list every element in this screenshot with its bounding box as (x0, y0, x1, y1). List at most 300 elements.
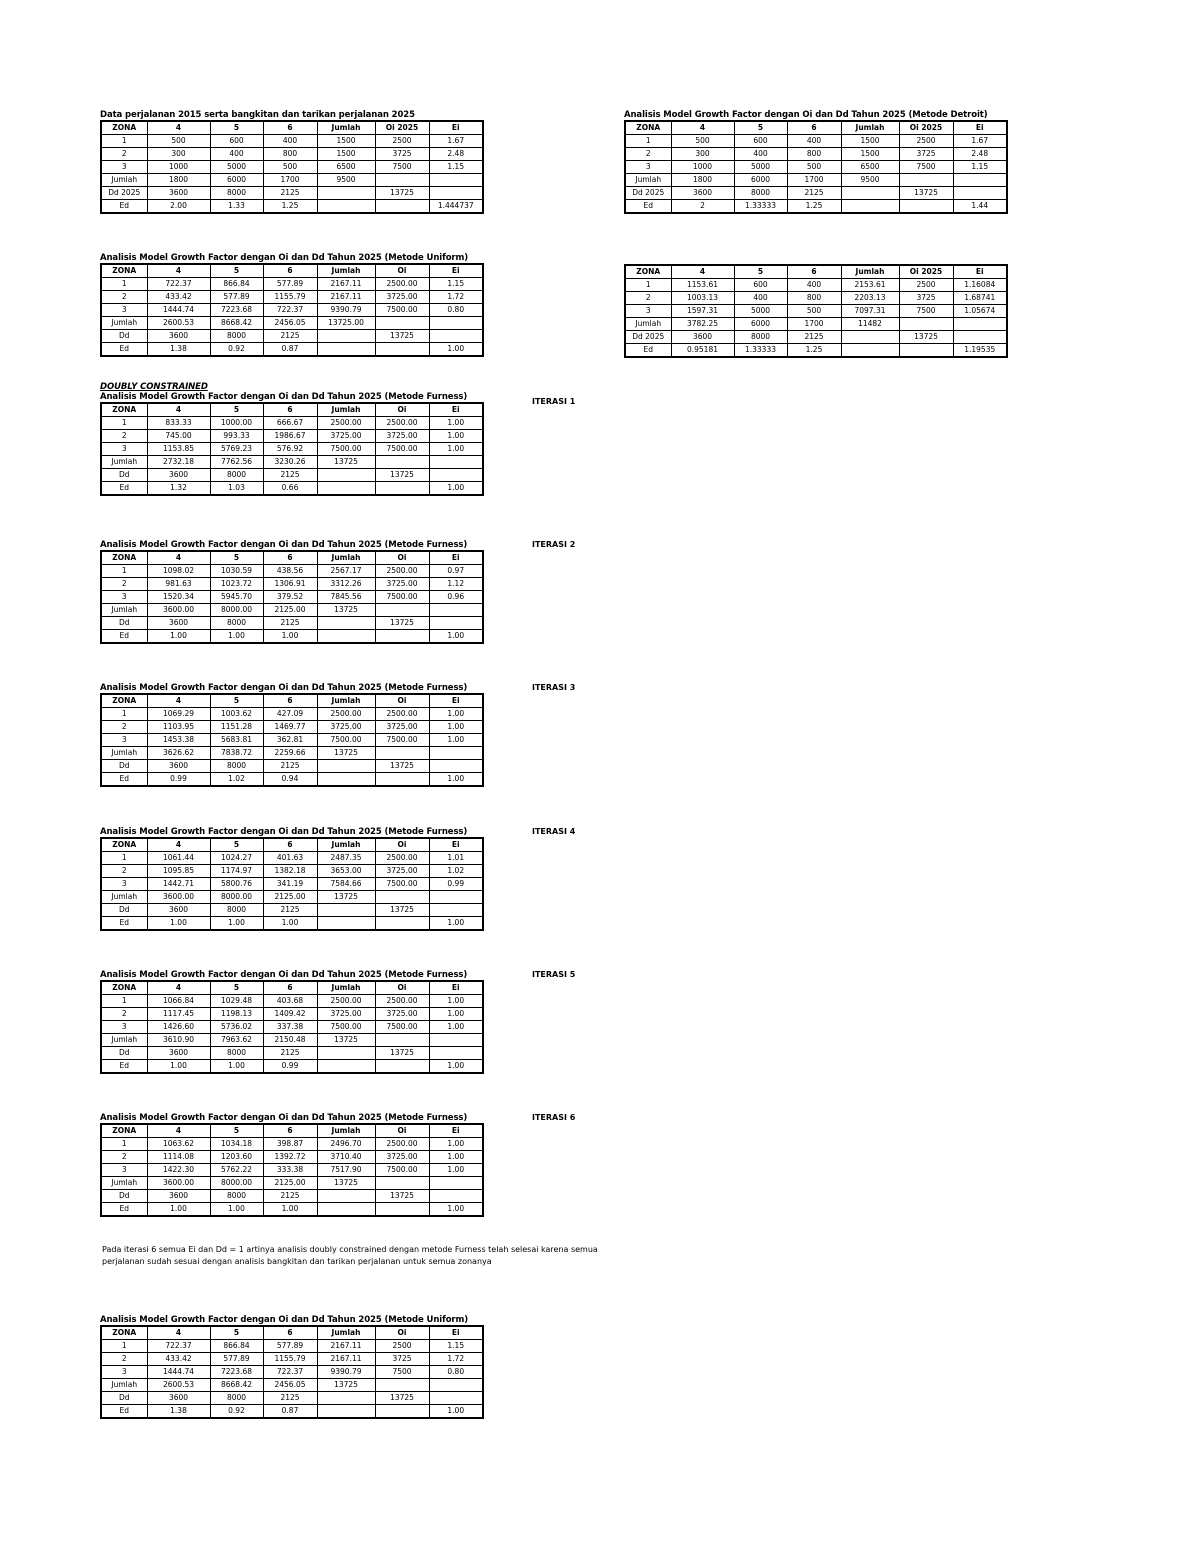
table-row (101, 1008, 483, 1021)
table-header-cell: 4 (671, 121, 734, 135)
table-cell: 1700 (787, 174, 841, 187)
table-header-cell: 5 (210, 981, 263, 995)
table-cell: 1069.29 (147, 708, 210, 721)
table-cell: 2125.00 (263, 1177, 317, 1190)
table-title: Analisis Model Growth Factor dengan Oi dan Dd Tahun 2025 (Metode Furness) (100, 540, 468, 550)
table-cell: 3600 (147, 330, 210, 343)
table-cell: 2125 (263, 1190, 317, 1203)
table-cell: 8668.42 (210, 317, 263, 330)
table-cell: 8000 (210, 187, 263, 200)
table-cell: 3653.00 (317, 865, 375, 878)
table-cell: 500 (787, 161, 841, 174)
table-cell: 1003.62 (210, 708, 263, 721)
table-cell: 1003.13 (671, 292, 734, 305)
table-cell: 1098.02 (147, 565, 210, 578)
table-cell: 1.00 (429, 734, 483, 747)
table-title: Data perjalanan 2015 serta bangkitan dan tarikan perjalanan 2025 (100, 110, 415, 120)
table-cell: 1 (101, 1138, 147, 1151)
table-cell: 1306.91 (263, 578, 317, 591)
table-cell (841, 200, 899, 214)
table-cell: 1023.72 (210, 578, 263, 591)
table-cell: 1.00 (263, 1203, 317, 1217)
table-cell (429, 1047, 483, 1060)
table-cell: 1.00 (429, 1008, 483, 1021)
table-cell (429, 174, 483, 187)
table-furness-iterasi-1 (100, 402, 484, 496)
table-cell: 1.12 (429, 578, 483, 591)
table-row (101, 187, 483, 200)
block-furness-5 (100, 970, 484, 1074)
table-cell: 1.00 (147, 1203, 210, 1217)
table-cell: 7097.31 (841, 305, 899, 318)
table-cell: 7500 (899, 305, 953, 318)
table-header-cell: Ei (429, 838, 483, 852)
table-header-cell: Jumlah (317, 1124, 375, 1138)
table-header-cell: 4 (147, 1124, 210, 1138)
table-cell: 2500 (899, 135, 953, 148)
table-cell: 13725 (375, 469, 429, 482)
table-cell (429, 1379, 483, 1392)
table-cell: 8000 (734, 187, 787, 200)
table-cell: 3600.00 (147, 604, 210, 617)
table-cell: Ed (101, 917, 147, 931)
table-cell: 1.00 (429, 343, 483, 357)
table-cell: 1.25 (263, 200, 317, 214)
table-cell: 866.84 (210, 1340, 263, 1353)
table-cell: 6000 (734, 174, 787, 187)
table-header-cell: Oi (375, 1124, 429, 1138)
table-cell: 600 (210, 135, 263, 148)
table-row (101, 865, 483, 878)
table-cell (375, 917, 429, 931)
table-header-cell: Jumlah (317, 264, 375, 278)
table-header-cell: 5 (210, 1326, 263, 1340)
table-cell (841, 187, 899, 200)
table-cell: 0.99 (429, 878, 483, 891)
table-cell (317, 1047, 375, 1060)
table-cell: 0.87 (263, 1405, 317, 1419)
table-cell: 2259.66 (263, 747, 317, 760)
table-cell (375, 1177, 429, 1190)
iterasi-label-5: ITERASI 5 (532, 970, 576, 979)
table-cell: Ed (625, 344, 671, 358)
table-cell: 722.37 (263, 304, 317, 317)
table-header-cell: 6 (263, 403, 317, 417)
table-header-cell: Jumlah (317, 838, 375, 852)
table-cell: 1 (625, 135, 671, 148)
table-cell (317, 1392, 375, 1405)
table-cell: 1 (101, 278, 147, 291)
table-cell: 2487.35 (317, 852, 375, 865)
table-cell: 1700 (263, 174, 317, 187)
table-cell: 8000 (210, 1392, 263, 1405)
table-cell: 3600.00 (147, 1177, 210, 1190)
table-header-cell: Jumlah (317, 694, 375, 708)
table-cell (375, 343, 429, 357)
table-header-cell: 6 (787, 121, 841, 135)
table-header-cell: Jumlah (317, 121, 375, 135)
table-cell: 0.96 (429, 591, 483, 604)
table-cell: 1469.77 (263, 721, 317, 734)
table-cell: 400 (210, 148, 263, 161)
table-cell: 3725 (375, 1353, 429, 1366)
table-header-cell: 5 (210, 551, 263, 565)
table-cell (375, 200, 429, 214)
table-cell: 1409.42 (263, 1008, 317, 1021)
table-header-cell: 4 (147, 981, 210, 995)
table-cell: 7500.00 (375, 1021, 429, 1034)
table-cell: 3710.40 (317, 1151, 375, 1164)
table-cell: 300 (671, 148, 734, 161)
table-title: Analisis Model Growth Factor dengan Oi dan Dd Tahun 2025 (Metode Furness) (100, 827, 468, 837)
table-cell: Dd (101, 1392, 147, 1405)
table-cell: 1061.44 (147, 852, 210, 865)
iterasi-label-2: ITERASI 2 (532, 540, 576, 549)
table-cell: 1103.95 (147, 721, 210, 734)
table-cell: 1.38 (147, 343, 210, 357)
table-cell (375, 773, 429, 787)
table-cell: 1.25 (787, 344, 841, 358)
table-cell: 993.33 (210, 430, 263, 443)
table-header-cell: Ei (429, 264, 483, 278)
table-cell: 500 (671, 135, 734, 148)
table-cell: 1.00 (147, 1060, 210, 1074)
table-row (625, 148, 1007, 161)
table-cell: 3725 (375, 148, 429, 161)
block-furness-4 (100, 827, 484, 931)
table-cell (317, 1060, 375, 1074)
table-cell: 1.03 (210, 482, 263, 496)
table-header-cell: 6 (263, 1124, 317, 1138)
table-row (101, 904, 483, 917)
table-header-cell: 4 (147, 694, 210, 708)
table-cell: 3725 (899, 292, 953, 305)
table-cell: 3 (101, 878, 147, 891)
table-row (101, 1366, 483, 1379)
table-cell: 1.00 (429, 430, 483, 443)
table-cell: 7500.00 (375, 304, 429, 317)
table-cell: 1.67 (429, 135, 483, 148)
table-cell: 7500.00 (375, 591, 429, 604)
table-cell: 5800.76 (210, 878, 263, 891)
table-cell: 577.89 (263, 1340, 317, 1353)
table-cell: Jumlah (101, 1379, 147, 1392)
table-cell: 1095.85 (147, 865, 210, 878)
table-cell: 3600 (147, 617, 210, 630)
table-cell: 577.89 (263, 278, 317, 291)
table-cell: 0.80 (429, 304, 483, 317)
table-cell (429, 1034, 483, 1047)
table-cell: 1.33 (210, 200, 263, 214)
table-cell: 2167.11 (317, 278, 375, 291)
table-cell: 2125 (263, 187, 317, 200)
table-header-cell: Oi 2025 (375, 121, 429, 135)
table-cell: 13725 (899, 331, 953, 344)
table-cell: 1000.00 (210, 417, 263, 430)
table-cell: 1.00 (429, 995, 483, 1008)
table-row (101, 747, 483, 760)
table-cell: 3 (101, 443, 147, 456)
table-cell (317, 1190, 375, 1203)
block-uniform-2 (100, 1315, 484, 1419)
table-cell: 0.92 (210, 343, 263, 357)
table-cell: 1.25 (787, 200, 841, 214)
table-cell: 13725 (899, 187, 953, 200)
table-header-cell: Oi 2025 (899, 121, 953, 135)
table-row (101, 317, 483, 330)
table-cell: 9390.79 (317, 1366, 375, 1379)
table-cell (375, 604, 429, 617)
table-cell: 2 (101, 578, 147, 591)
table-cell: Dd (101, 760, 147, 773)
table-header-cell: Ei (429, 551, 483, 565)
table-cell: 3725.00 (317, 1008, 375, 1021)
table-cell: 3 (101, 304, 147, 317)
table-row (101, 148, 483, 161)
table-row (101, 330, 483, 343)
table-cell: Jumlah (101, 456, 147, 469)
table-row (101, 1021, 483, 1034)
table-title: Analisis Model Growth Factor dengan Oi dan Dd Tahun 2025 (Metode Furness) (100, 970, 468, 980)
table-cell: 1.15 (953, 161, 1007, 174)
table-row (101, 174, 483, 187)
table-cell: 13725 (375, 1047, 429, 1060)
table-header-cell: 4 (147, 403, 210, 417)
table-cell (429, 469, 483, 482)
table-cell: 13725 (375, 1392, 429, 1405)
table-cell: 2 (625, 292, 671, 305)
table-header-cell: 6 (263, 121, 317, 135)
table-cell: 3 (101, 591, 147, 604)
table-cell: 577.89 (210, 291, 263, 304)
table-cell: Dd 2025 (625, 331, 671, 344)
table-cell: Ed (101, 630, 147, 644)
table-cell: 1117.45 (147, 1008, 210, 1021)
table-cell: 8000 (210, 330, 263, 343)
table-cell (375, 891, 429, 904)
table-cell: 2125 (263, 904, 317, 917)
table-cell: 5736.02 (210, 1021, 263, 1034)
table-cell: 1114.08 (147, 1151, 210, 1164)
table-cell: 1500 (841, 148, 899, 161)
table-cell: 2125.00 (263, 891, 317, 904)
table-cell: 3600 (147, 1047, 210, 1060)
table-header-row (625, 265, 1007, 279)
block-furness-3 (100, 683, 484, 787)
table-cell: 8000.00 (210, 891, 263, 904)
table-cell: 7500.00 (317, 734, 375, 747)
table-cell: 341.19 (263, 878, 317, 891)
table-cell: 13725 (317, 747, 375, 760)
iterasi-label-3: ITERASI 3 (532, 683, 576, 692)
table-cell: 1.01 (429, 852, 483, 865)
table-header-cell: ZONA (101, 403, 147, 417)
table-header-cell: Jumlah (317, 551, 375, 565)
table-row (101, 721, 483, 734)
table-header-row (101, 264, 483, 278)
table-cell: 337.38 (263, 1021, 317, 1034)
table-detroit-1 (624, 120, 1008, 214)
table-cell (429, 604, 483, 617)
table-cell: 2500.00 (317, 995, 375, 1008)
table-cell: 1500 (841, 135, 899, 148)
table-cell: 2500 (375, 1340, 429, 1353)
table-cell: 1.33333 (734, 200, 787, 214)
table-cell: 1.05674 (953, 305, 1007, 318)
table-cell: 1.67 (953, 135, 1007, 148)
table-cell: 2567.17 (317, 565, 375, 578)
table-cell: 8000.00 (210, 604, 263, 617)
block-doubly-furness-1 (100, 382, 484, 496)
table-cell: 600 (734, 279, 787, 292)
table-cell: 3725.00 (375, 721, 429, 734)
table-cell: 2500.00 (375, 278, 429, 291)
table-row (625, 331, 1007, 344)
table-cell: 7500.00 (375, 734, 429, 747)
table-row (625, 135, 1007, 148)
table-cell: 2456.05 (263, 317, 317, 330)
table-cell: 7500.00 (375, 443, 429, 456)
table-cell: 1.00 (429, 1021, 483, 1034)
table-row (101, 917, 483, 931)
table-cell: 1.15 (429, 278, 483, 291)
table-cell: 600 (734, 135, 787, 148)
table-cell: 2125 (263, 617, 317, 630)
table-header-cell: 4 (147, 551, 210, 565)
table-data-2015 (100, 120, 484, 214)
table-cell: 2500.00 (375, 995, 429, 1008)
table-cell: Jumlah (101, 317, 147, 330)
table-cell: 2125 (787, 331, 841, 344)
table-header-cell: ZONA (101, 981, 147, 995)
table-cell (317, 904, 375, 917)
table-header-cell: 4 (147, 264, 210, 278)
table-cell: 1.00 (210, 630, 263, 644)
table-cell: 1453.38 (147, 734, 210, 747)
table-cell (317, 917, 375, 931)
table-cell (317, 343, 375, 357)
table-cell: 2 (101, 430, 147, 443)
table-cell: 2125 (787, 187, 841, 200)
table-row (625, 305, 1007, 318)
table-cell: 6500 (317, 161, 375, 174)
table-cell: 0.66 (263, 482, 317, 496)
table-cell: 1174.97 (210, 865, 263, 878)
table-cell: 1.00 (429, 1138, 483, 1151)
table-cell: 8000 (734, 331, 787, 344)
table-cell (953, 331, 1007, 344)
table-cell: 1.15 (429, 1340, 483, 1353)
table-cell: 1.00 (429, 482, 483, 496)
table-cell: 1.02 (210, 773, 263, 787)
table-header-cell: ZONA (101, 838, 147, 852)
table-header-row (101, 694, 483, 708)
table-cell: 8000 (210, 1190, 263, 1203)
table-header-cell: 6 (263, 1326, 317, 1340)
table-furness-iterasi-3 (100, 693, 484, 787)
table-cell: 745.00 (147, 430, 210, 443)
table-cell (317, 1405, 375, 1419)
table-row (625, 279, 1007, 292)
table-header-cell: 5 (210, 838, 263, 852)
table-cell: 1.72 (429, 1353, 483, 1366)
table-cell: 1.38 (147, 1405, 210, 1419)
table-cell (375, 482, 429, 496)
table-cell: 1.00 (147, 917, 210, 931)
table-header-row (101, 551, 483, 565)
table-header-cell: 5 (210, 121, 263, 135)
table-cell: 2600.53 (147, 1379, 210, 1392)
table-row (101, 565, 483, 578)
table-header-cell: 6 (787, 265, 841, 279)
table-header-cell: 4 (147, 838, 210, 852)
table-header-cell: ZONA (101, 264, 147, 278)
table-cell: 981.63 (147, 578, 210, 591)
table-header-cell: 6 (263, 694, 317, 708)
table-header-cell: ZONA (101, 1326, 147, 1340)
table-header-cell: Ei (953, 121, 1007, 135)
table-cell: 866.84 (210, 278, 263, 291)
table-cell: 13725 (317, 891, 375, 904)
table-row (101, 604, 483, 617)
table-header-cell: Oi (375, 551, 429, 565)
table-cell: 1 (625, 279, 671, 292)
table-cell: Dd (101, 904, 147, 917)
table-cell: 3610.90 (147, 1034, 210, 1047)
table-cell: 1.68741 (953, 292, 1007, 305)
table-cell: 1155.79 (263, 291, 317, 304)
table-cell: Jumlah (101, 174, 147, 187)
table-cell: 800 (787, 148, 841, 161)
table-header-cell: Oi (375, 264, 429, 278)
table-cell: 3 (101, 1021, 147, 1034)
table-row (625, 174, 1007, 187)
table-cell (899, 344, 953, 358)
table-cell: 2 (671, 200, 734, 214)
table-detroit-2 (624, 264, 1008, 358)
table-cell: 3626.62 (147, 747, 210, 760)
table-cell: 2500 (375, 135, 429, 148)
table-cell: 3725.00 (375, 865, 429, 878)
table-cell: 3600 (671, 187, 734, 200)
table-cell: 1.00 (210, 1060, 263, 1074)
table-cell: 1986.67 (263, 430, 317, 443)
table-cell: 1034.18 (210, 1138, 263, 1151)
table-header-row (101, 403, 483, 417)
table-cell (317, 330, 375, 343)
table-cell: 400 (787, 135, 841, 148)
table-cell: 13725 (317, 456, 375, 469)
table-cell: 7517.90 (317, 1164, 375, 1177)
table-cell (429, 617, 483, 630)
table-cell: 2150.48 (263, 1034, 317, 1047)
table-cell: 3725 (899, 148, 953, 161)
table-cell: 7845.56 (317, 591, 375, 604)
table-header-row (625, 121, 1007, 135)
table-cell: 3 (101, 1164, 147, 1177)
table-cell: 0.94 (263, 773, 317, 787)
table-cell: 379.52 (263, 591, 317, 604)
table-cell: 3 (101, 161, 147, 174)
table-header-cell: Ei (429, 1124, 483, 1138)
table-cell: 0.97 (429, 565, 483, 578)
table-cell: 433.42 (147, 1353, 210, 1366)
table-row (101, 617, 483, 630)
table-cell: 7963.62 (210, 1034, 263, 1047)
table-header-cell: Oi (375, 694, 429, 708)
table-cell: 2500.00 (317, 708, 375, 721)
table-cell: 11482 (841, 318, 899, 331)
